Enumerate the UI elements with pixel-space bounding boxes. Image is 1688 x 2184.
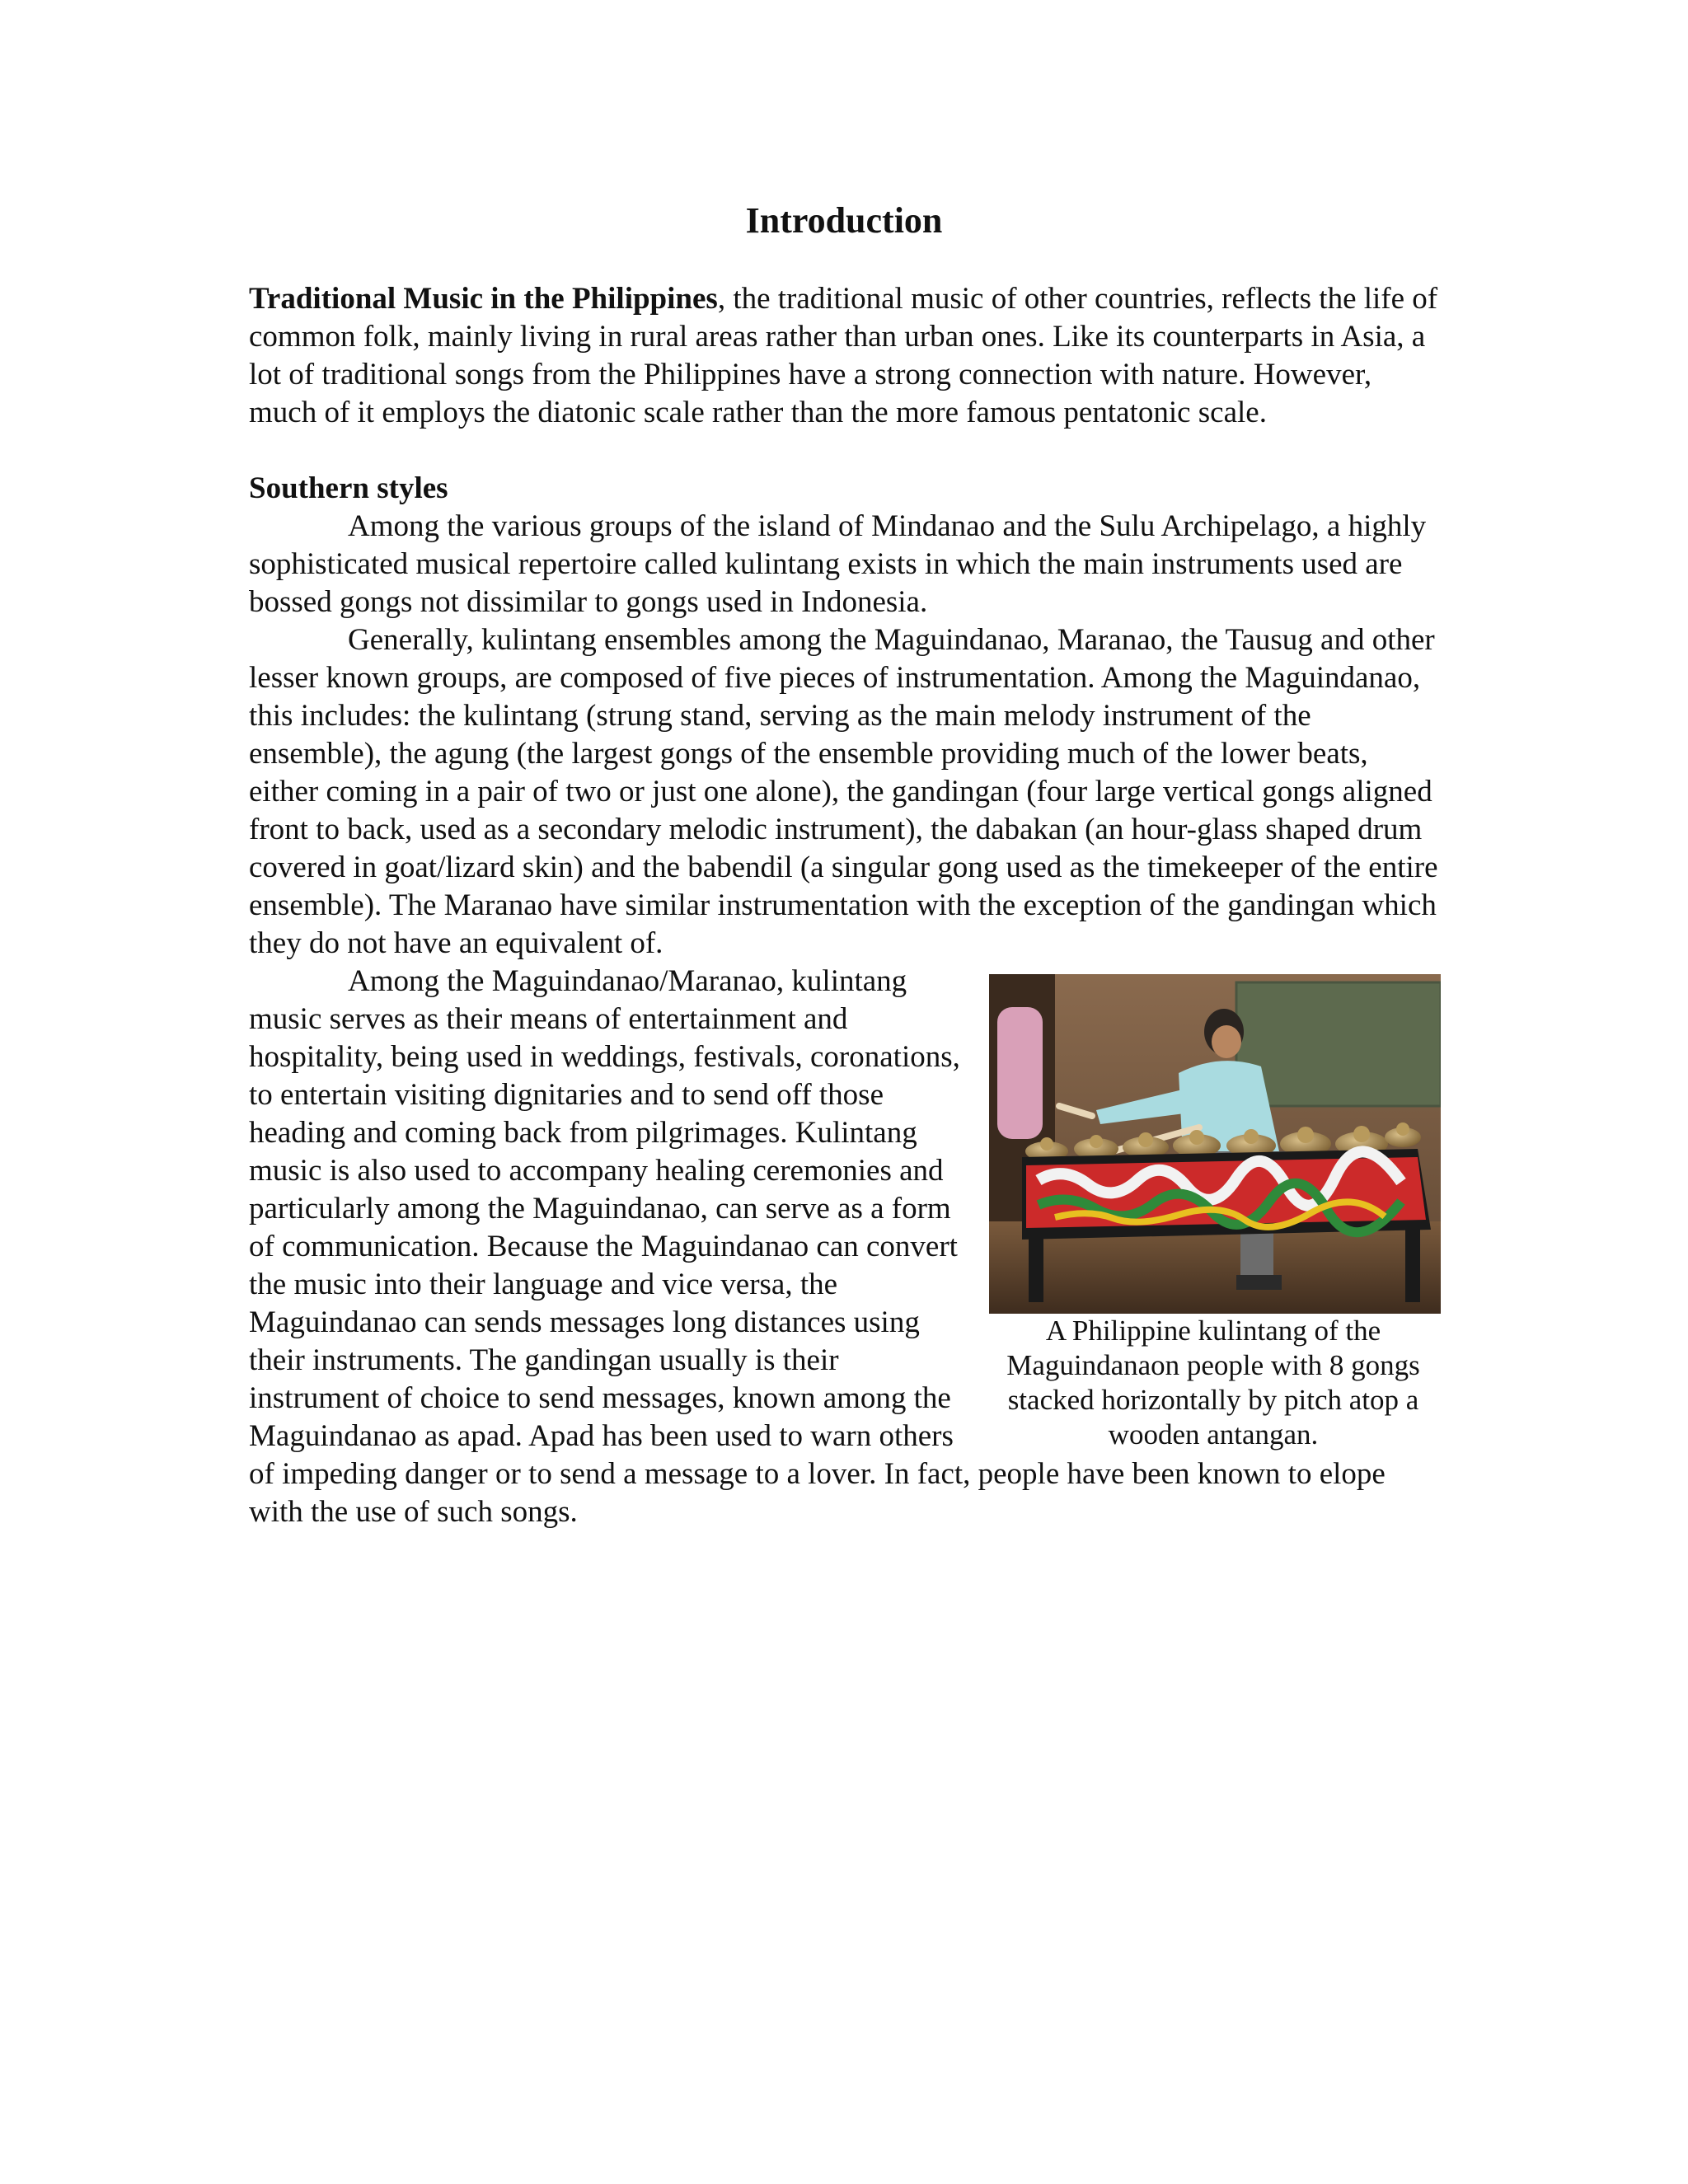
page-title: Introduction xyxy=(745,200,943,241)
paragraph-gap xyxy=(249,432,1444,470)
figure-caption: A Philippine kulintang of the Maguindanaon people with 8 gongs stacked horizontally by pitch atop a wooden antangan. xyxy=(1006,1315,1420,1451)
southern-paragraph-2: Generally, kulintang ensembles among the Maguindanao, Maranao, the Tausug and other lesser known groups, are composed of five pieces of instrumentation. Among the Maguindanao, this includes: the kulintang (strung stand, serving as the main melody instrument of the ensemble), the agung (the largest gongs of the ensemble providing much of the lower beats, either coming in a pair of two or just one alone), the gandingan (four large vertical gongs aligned front to back, used as a secondary melodic instrument), the dabakan (an hour-glass shaped drum covered in goat/lizard skin) and the babendil (a singular gong used as the timekeeper of the entire ensemble). The Maranao have similar instrumentation with the exception of the gandingan which they do not have an equivalent of. xyxy=(249,623,1438,960)
intro-lead: Traditional Music in the Philippines xyxy=(249,282,718,316)
intro-paragraph xyxy=(249,280,1444,432)
southern-paragraph-1: Among the various groups of the island of Mindanao and the Sulu Archipelago, a highly sophisticated musical repertoire called kulintang exists in which the main instruments used are bossed gongs not dissimilar to gongs used in Indonesia. xyxy=(249,509,1427,619)
southern-paragraph-3: Among the Maguindanao/Maranao, kulintang music serves as their means of entertainment and hospitality, being used in weddings, festivals, coronations, to entertain visiting dignitaries and to send off those heading and coming back from pilgrimages. Kulintang music is also used to accompany healing ceremonies and particularly among the Maguindanao, can serve as a form of communication. Because the Maguindanao can convert the music into their language and vice versa, the Maguindanao can sends messages long distances using their instruments. The gandingan usually is their instrument of choice to send messages, known among the Maguindanao as apad. Apad has been used to warn others of impeding danger or to send a message to a lover. In fact, people have been known to elope with the use of such songs. xyxy=(249,964,1386,1529)
section-heading: Southern styles xyxy=(249,471,448,505)
document-body xyxy=(249,280,1444,1531)
kulintang-photo xyxy=(989,974,1441,1314)
figure xyxy=(982,974,1444,1452)
intro-text: , the traditional music of other countries, reflects the life of common folk, mainly living in rural areas rather than urban ones. Like its counterparts in Asia, a lot of traditional songs from the Philippines have a strong connection with nature. However, much of it employs the diatonic scale rather than the more famous pentatonic scale. xyxy=(249,282,1438,429)
